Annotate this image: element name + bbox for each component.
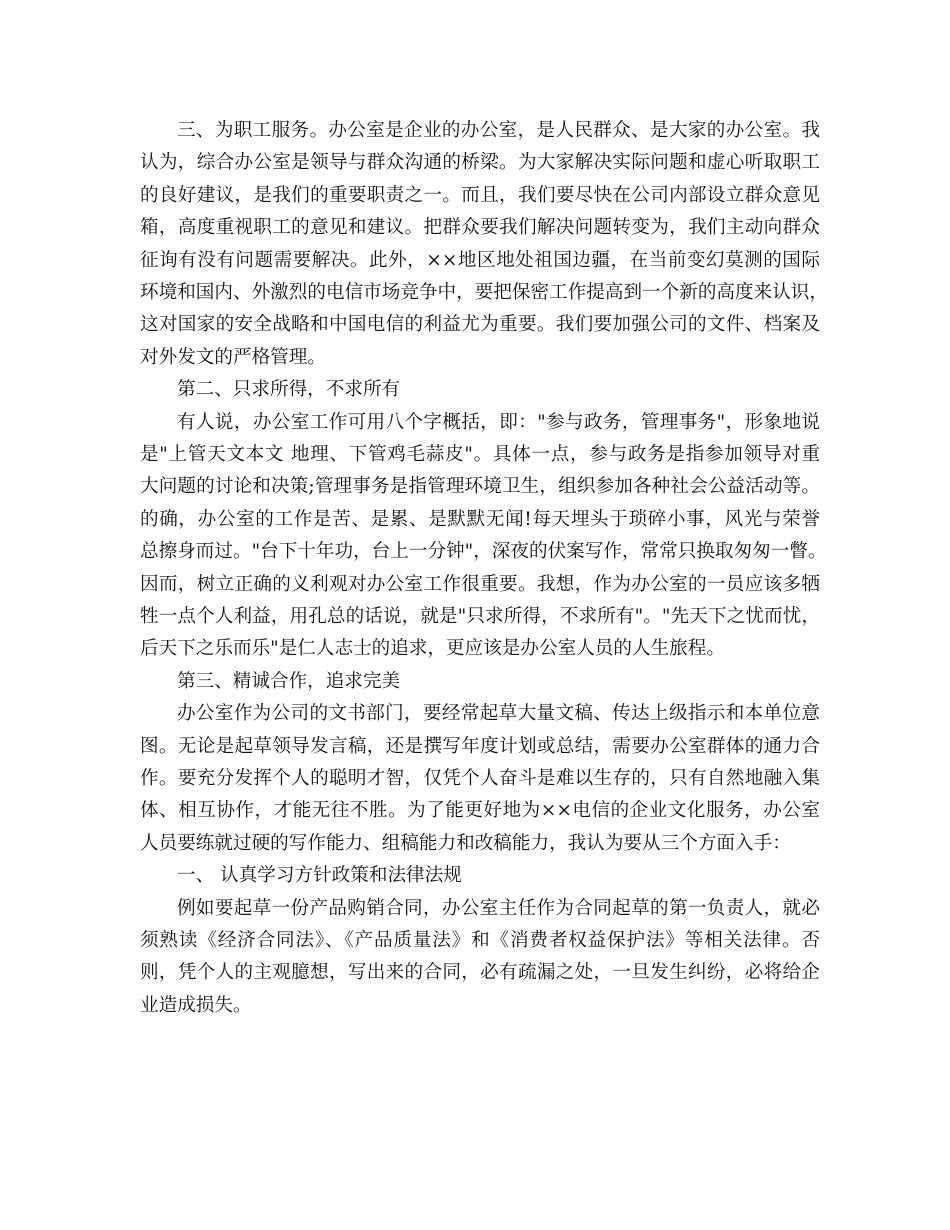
text-line: 后天下之乐而乐"是仁人志士的追求，更应该是办公室人员的人生旅程。 [140, 638, 725, 660]
text-line: 征询有没有问题需要解决。此外，××地区地处祖国边疆，在当前变幻莫测的国际 [140, 249, 820, 271]
text-line: 一、 认真学习方针政策和法律法规 [177, 865, 462, 887]
text-line: 业造成损失。 [140, 994, 252, 1016]
text-line: 图。无论是起草领导发言稿，还是撰写年度计划或总结，需要办公室群体的通力合 [140, 735, 820, 757]
text-line: 的良好建议，是我们的重要职责之一。而且，我们要尽快在公司内部设立群众意见 [140, 184, 820, 206]
text-line: 因而，树立正确的义利观对办公室工作很重要。我想，作为办公室的一员应该多牺 [140, 573, 820, 595]
text-line: 办公室作为公司的文书部门，要经常起草大量文稿、传达上级指示和本单位意 [177, 703, 820, 725]
text-line: 例如要起草一份产品购销合同，办公室主任作为合同起草的第一负责人，就必 [177, 897, 820, 919]
text-line: 人员要练就过硬的写作能力、组稿能力和改稿能力，我认为要从三个方面入手： [140, 832, 791, 854]
text-line: 作。要充分发挥个人的聪明才智，仅凭个人奋斗是难以生存的，只有自然地融入集 [140, 768, 820, 789]
text-line: 体、相互协作，才能无往不胜。为了能更好地为××电信的企业文化服务，办公室 [140, 800, 820, 822]
text-line: 有人说，办公室工作可用八个字概括，即："参与政务，管理事务"，形象地说 [177, 411, 820, 433]
text-line: 对外发文的严格管理。 [140, 346, 326, 368]
text-line: 的确，办公室的工作是苦、是累、是默默无闻!每天埋头于琐碎小事，风光与荣誉 [140, 508, 820, 530]
text-line: 第三、精诚合作，追求完美 [177, 670, 401, 692]
text-line: 环境和国内、外激烈的电信市场竞争中，要把保密工作提高到一个新的高度来认识， [140, 282, 828, 303]
text-line: 牲一点个人利益，用孔总的话说，就是"只求所得，不求所有"。"先天下之忧而忧， [140, 606, 820, 627]
text-line: 第二、只求所得，不求所有 [177, 379, 401, 401]
text-line: 三、为职工服务。办公室是企业的办公室，是人民群众、是大家的办公室。我 [177, 120, 820, 141]
text-line: 是"上管天文本文 地理、下管鸡毛蒜皮"。具体一点，参与政务是指参加领导对重 [140, 444, 820, 465]
text-line: 认为，综合办公室是领导与群众沟通的桥梁。为大家解决实际问题和虚心听取职工 [140, 152, 820, 174]
text-line: 大问题的讨论和决策;管理事务是指管理环境卫生，组织参加各种社会公益活动等。 [140, 476, 820, 498]
text-line: 这对国家的安全战略和中国电信的利益尤为重要。我们要加强公司的文件、档案及 [140, 314, 820, 336]
text-line: 则，凭个人的主观臆想，写出来的合同，必有疏漏之处，一旦发生纠纷，必将给企 [140, 962, 820, 984]
text-line: 箱，高度重视职工的意见和建议。把群众要我们解决问题转变为，我们主动向群众 [140, 217, 820, 239]
text-line: 总擦身而过。"台下十年功，台上一分钟"，深夜的伏案写作，常常只换取匆匆一瞥。 [140, 541, 827, 563]
text-line: 须熟读《经济合同法》、《产品质量法》和《消费者权益保护法》等相关法律。否 [140, 930, 820, 951]
